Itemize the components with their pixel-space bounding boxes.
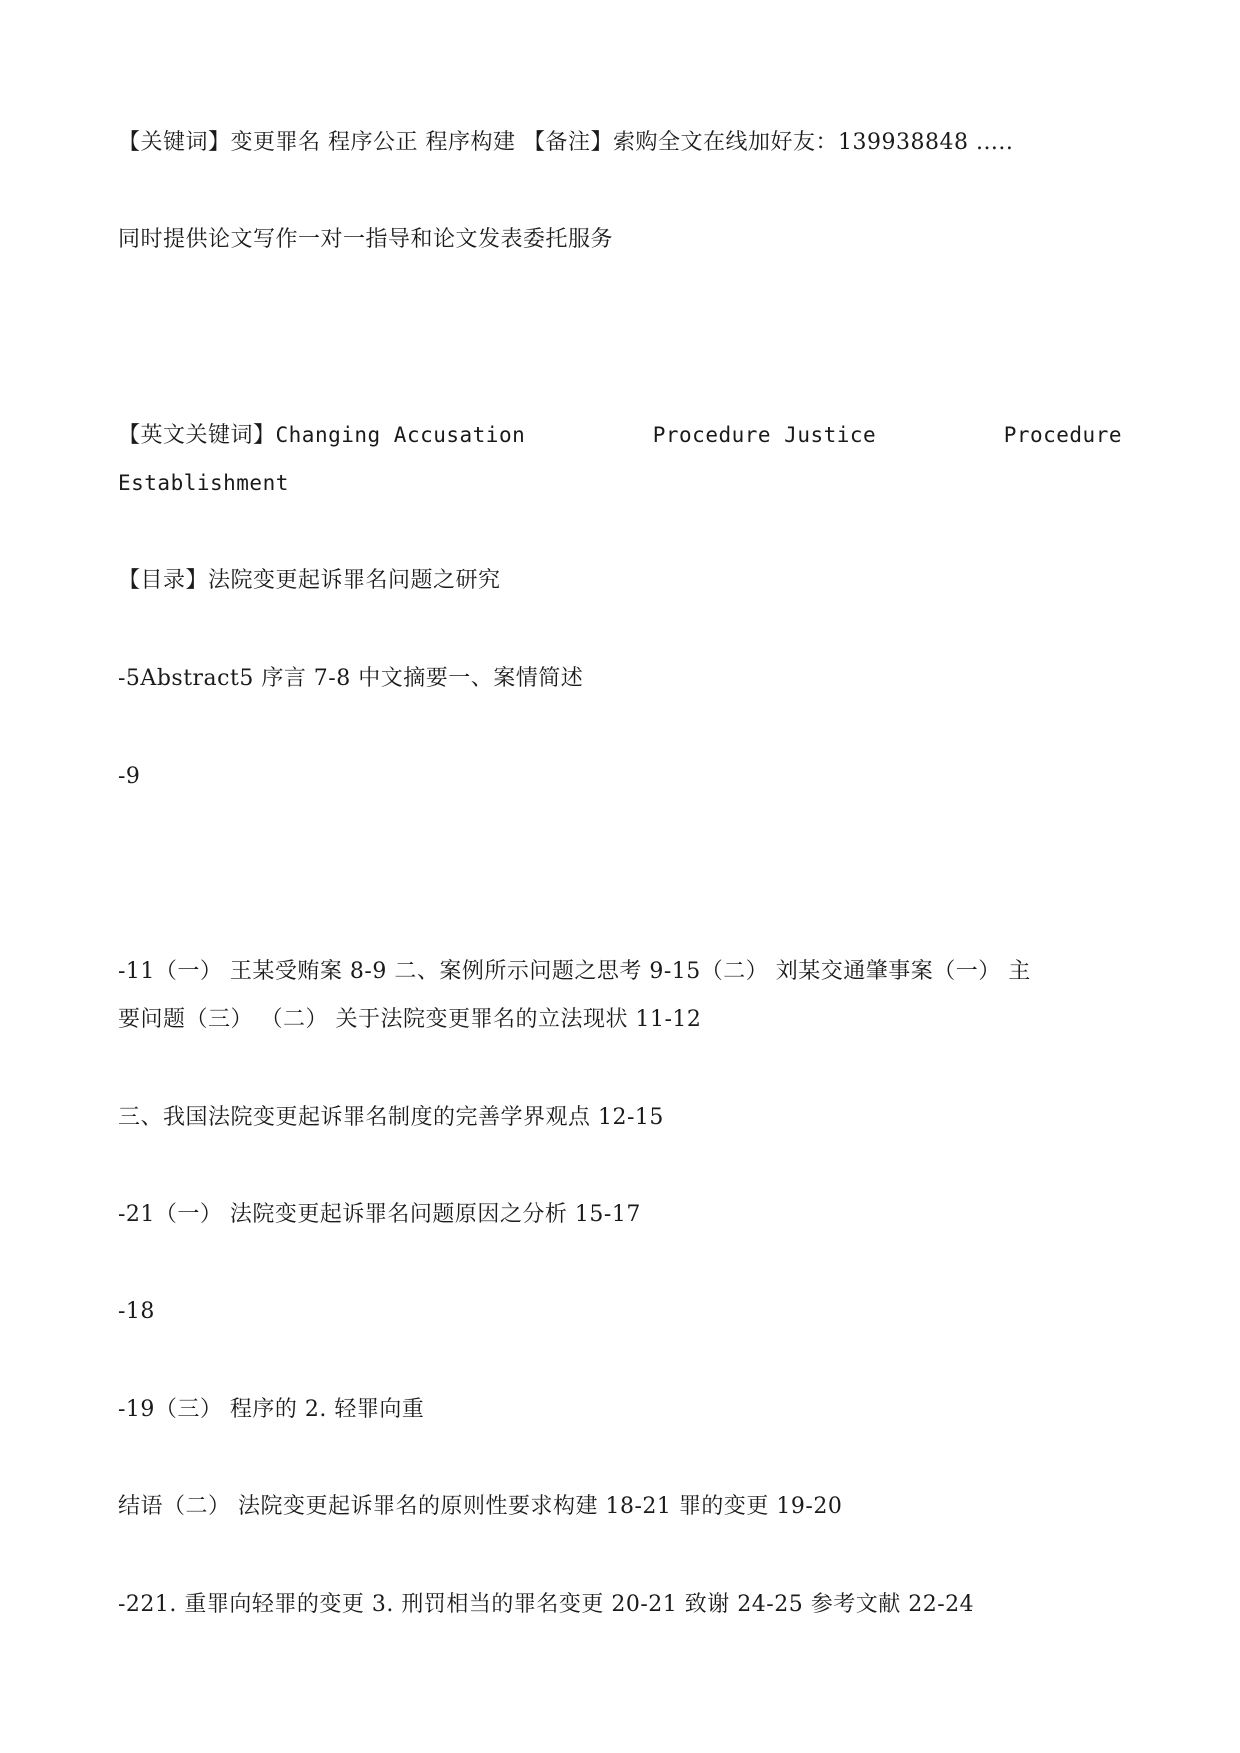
toc-line: -19（三） 程序的 2. 轻罪向重 — [118, 1397, 425, 1422]
toc-line: -11（一） 王某受贿案 8-9 二、案例所示问题之思考 9-15（二） 刘某交通肇事案（一） 主 — [118, 959, 1031, 984]
keywords-line: 【关键词】变更罪名 程序公正 程序构建 【备注】索购全文在线加好友：139938848 ..... — [118, 130, 1014, 155]
toc-line: 结语（二） 法院变更起诉罪名的原则性要求构建 18-21 罪的变更 19-20 — [118, 1494, 843, 1519]
service-line: 同时提供论文写作一对一指导和论文发表委托服务 — [118, 227, 614, 252]
english-keywords-label: 【英文关键词】 — [118, 423, 276, 448]
english-keyword-3: Procedure — [1003, 423, 1122, 447]
toc-line: -5Abstract5 序言 7-8 中文摘要一、案情简述 — [118, 666, 584, 691]
toc-line: -21（一） 法院变更起诉罪名问题原因之分析 15-17 — [118, 1202, 641, 1227]
english-keywords-continuation: Establishment — [118, 471, 289, 495]
toc-line: 要问题（三） （二） 关于法院变更罪名的立法现状 11-12 — [118, 1007, 702, 1032]
english-keywords-line — [118, 420, 1122, 451]
toc-line: -221. 重罪向轻罪的变更 3. 刑罚相当的罪名变更 20-21 致谢 24-25 参考文献 22-24 — [118, 1592, 975, 1617]
toc-line: -9 — [118, 764, 141, 789]
english-keyword-2: Procedure Justice — [652, 423, 877, 447]
english-keyword-1: Changing Accusation — [275, 423, 526, 447]
toc-line: 三、我国法院变更起诉罪名制度的完善学界观点 12-15 — [118, 1105, 664, 1130]
toc-line: -18 — [118, 1299, 155, 1324]
toc-heading: 【目录】法院变更起诉罪名问题之研究 — [118, 568, 501, 593]
